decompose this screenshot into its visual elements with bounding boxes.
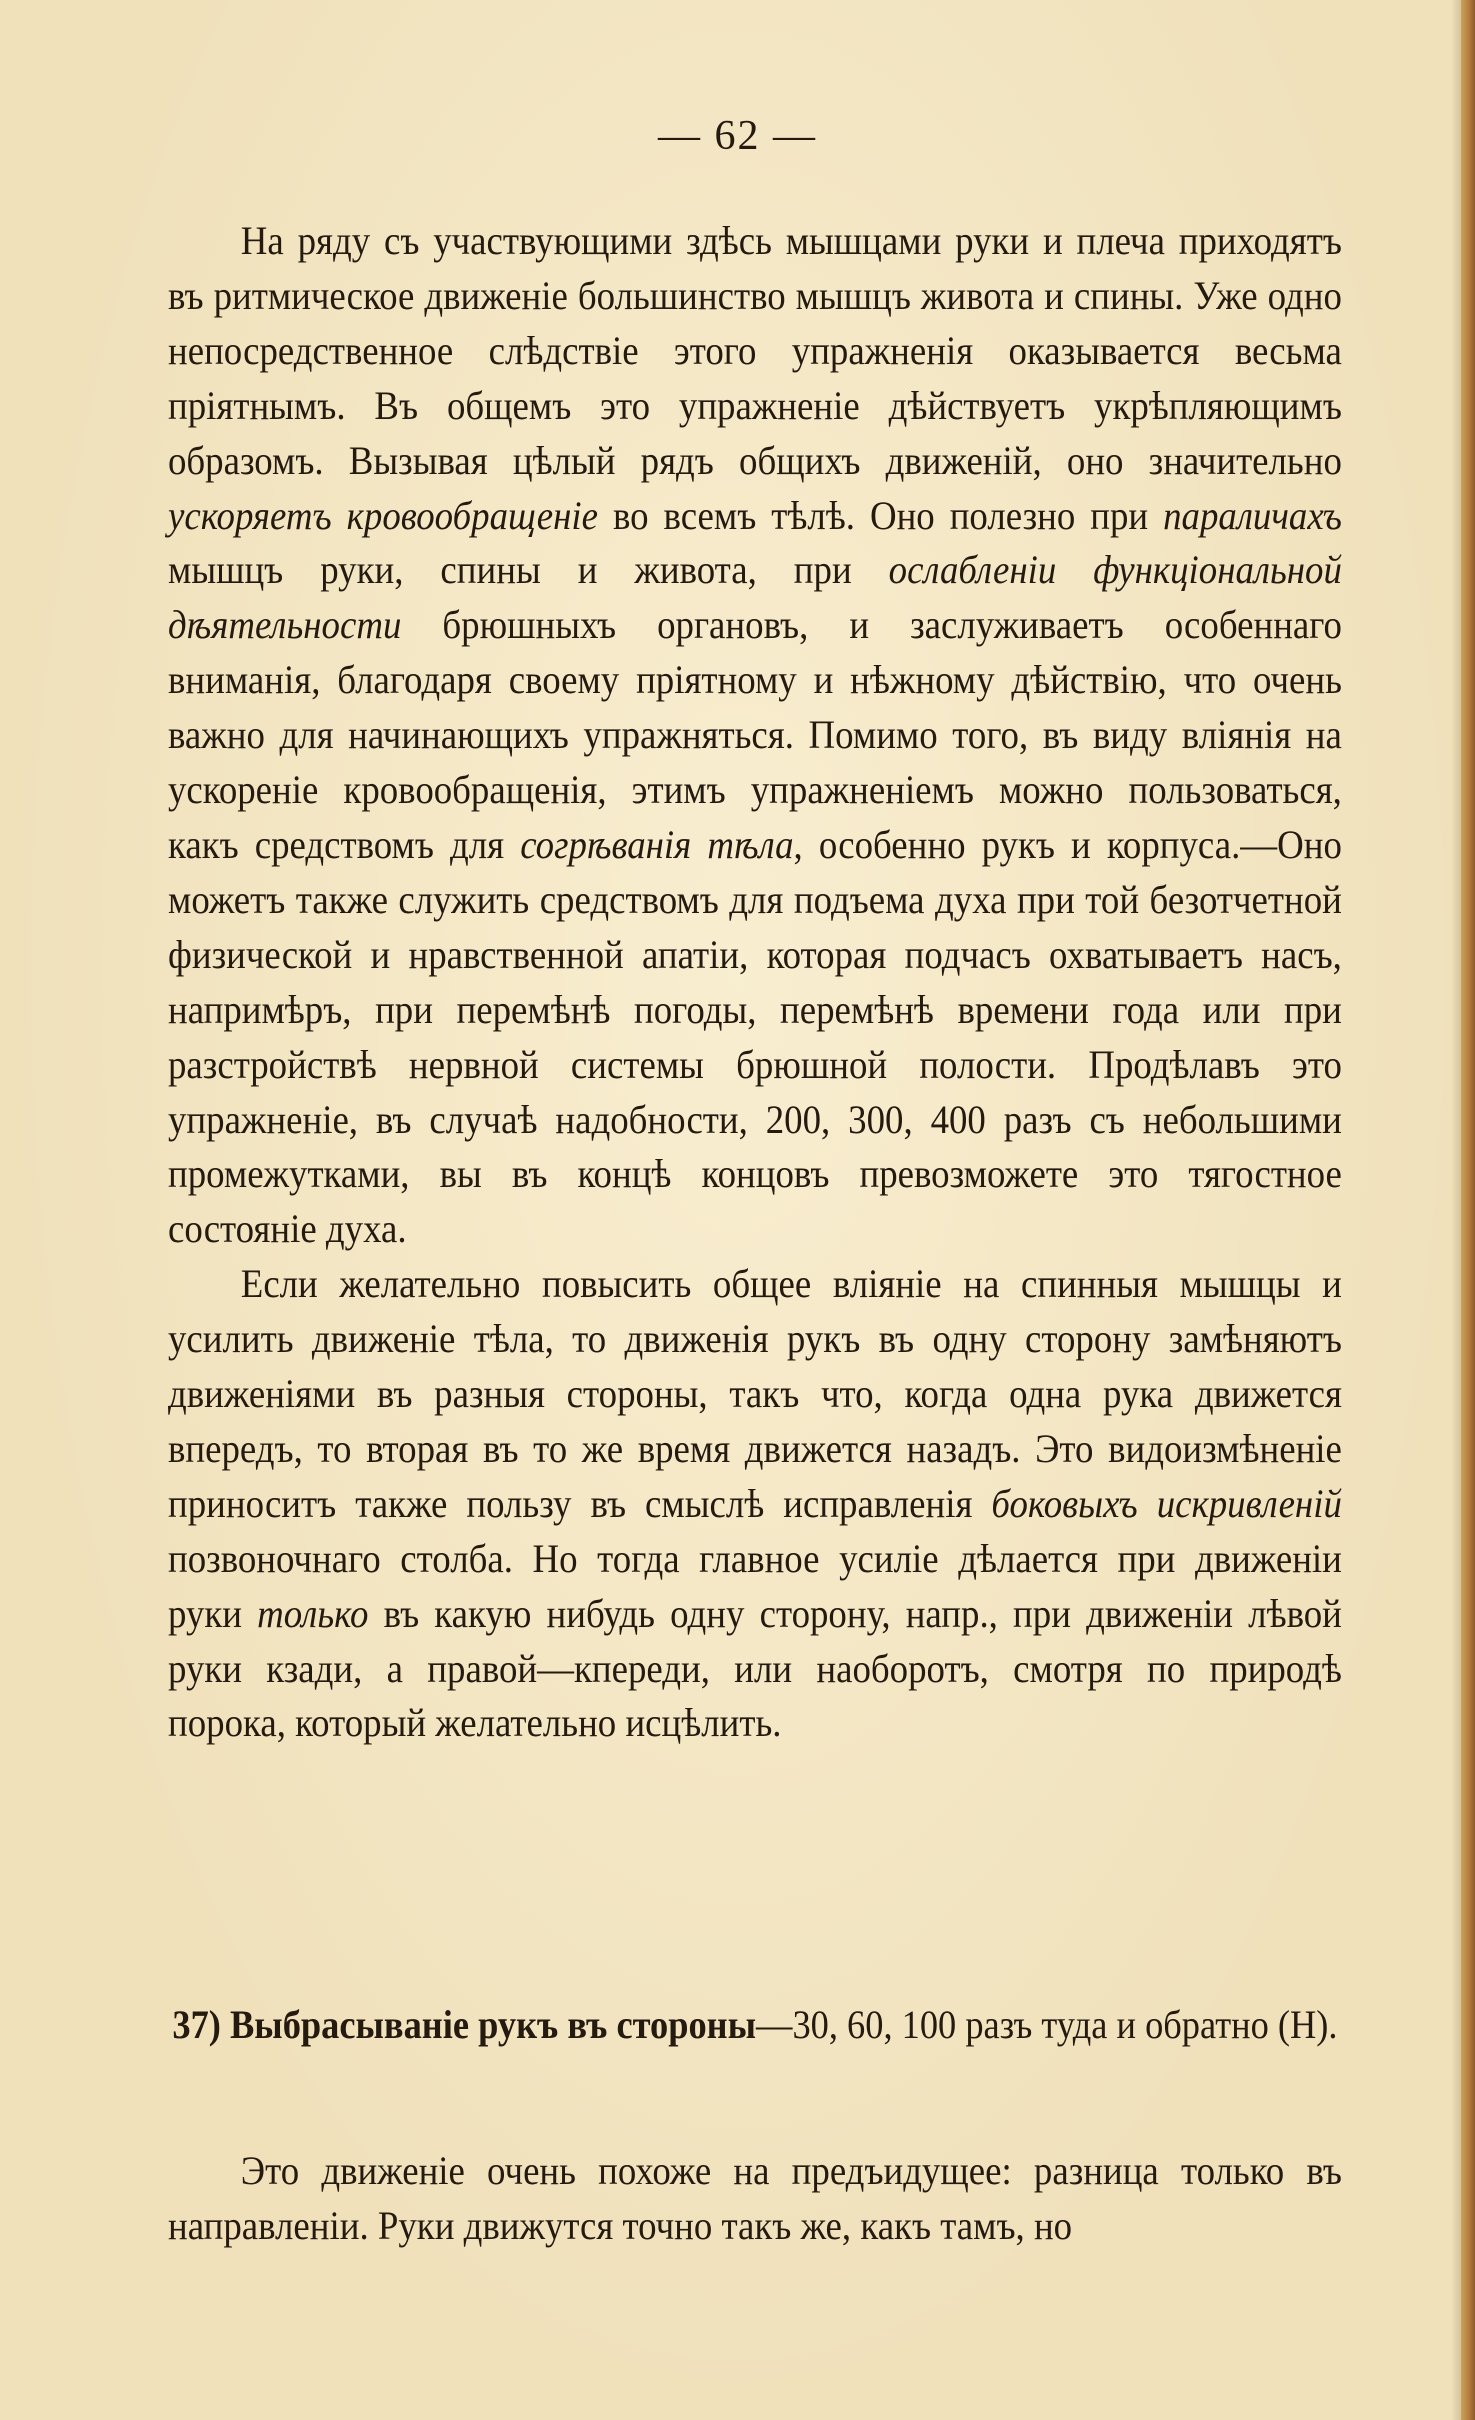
italic-phrase: боковыхъ искривленій [991,1480,1342,1526]
text-run: На ряду съ участвующими здѣсь мышцами руки и плеча приходятъ въ ритмическое движеніе большинство мышцъ живота и спины. Уже одно непосредственное слѣдствіе этого упражненія оказывается весьма пріятнымъ. Въ общемъ это упражненіе дѣйствуетъ укрѣпляющимъ образомъ. Вызывая цѣлый рядъ общихъ движеній, оно значительно [168,218,1342,483]
text-run: Если желательно повысить общее вліяніе на спинныя мышцы и усилить движеніе тѣла, то движенія рукъ въ одну сторону замѣняютъ движеніями въ разныя стороны, такъ что, когда одна рука движется впередъ, то вторая въ то же время движется назадъ. Это видоизмѣненіе приноситъ также пользу въ смыслѣ исправленія [168,1261,1342,1526]
italic-phrase: ослабленіи функціональной дѣятельности [168,547,1342,648]
section-heading-title: 37) Выбрасываніе рукъ въ стороны [172,2002,757,2047]
page-edge-shadow [1451,0,1461,2420]
section-heading-details: —30, 60, 100 разъ туда и обратно (Н). [756,2002,1338,2047]
section-heading [168,1998,1342,2052]
italic-phrase: параличахъ [1163,492,1342,538]
page-number: — 62 — [658,113,817,159]
text-run: Это движеніе очень похоже на предъидущее: разница только въ направленіи. Руки движутся точно такъ же, какъ тамъ, но [168,2148,1342,2248]
text-run: позвоночнаго столба. Но тогда главное усиліе дѣлается при движеніи руки [168,1535,1342,1636]
text-run: брюшныхъ органовъ, и заслуживаетъ особеннаго вниманія, благодаря своему пріятному и нѣжному дѣйствію, что очень важно для начинающихъ упражняться. Помимо того, въ виду вліянія на ускореніе кровообращенія, этимъ упражненіемъ можно пользоваться, какъ средствомъ для [168,602,1342,867]
text-run: , особенно рукъ и корпуса.—Оно можетъ также служить средствомъ для подъема духа при той безотчетной физической и нравственной апатіи, которая подчасъ охватываетъ насъ, напримѣръ, при перемѣнѣ погоды, перемѣнѣ времени года или при разстройствѣ нервной системы брюшной полости. Продѣлавъ это упражненіе, въ случаѣ надобности, 200, 300, 400 разъ съ небольшими промежутками, вы въ концѣ концовъ превозможете это тягостное состояніе духа. [168,821,1342,1252]
italic-phrase: только [257,1590,369,1636]
text-run: во всемъ тѣлѣ. Оно полезно при [598,492,1164,538]
text-run: въ какую нибудь одну сторону, напр., при движеніи лѣвой руки кзади, а правой—кпереди, или наоборотъ, смотря по природѣ порока, который желательно исцѣлить. [168,1590,1342,1746]
page-edge [1461,0,1475,2420]
paragraph-1 [168,214,1342,1257]
body-text-continued [168,2144,1342,2254]
paragraph-2 [168,1257,1342,1751]
italic-phrase: ускоряетъ кровообращеніе [168,492,599,538]
paragraph-3 [168,2144,1342,2254]
italic-phrase: согрѣванія тѣла [520,821,794,867]
text-run: мышцъ руки, спины и живота, при [168,547,889,593]
body-text [168,214,1342,1751]
